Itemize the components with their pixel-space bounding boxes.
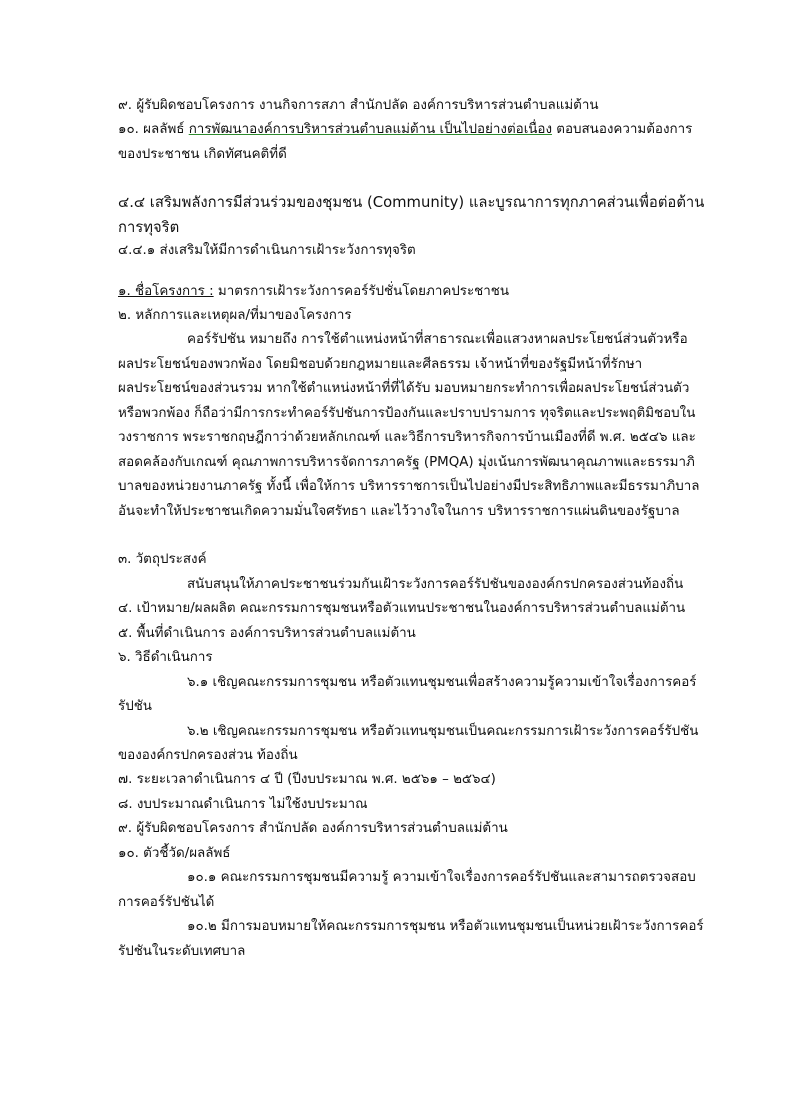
prev-outcome-suffix: ตอบสนองความต้องการ xyxy=(552,122,693,137)
method-label: ๖. วิธีดำเนินการ xyxy=(118,650,213,665)
indicator-10-1: ๑๐.๑ คณะกรรมการชุมชนมีความรู้ ความเข้าใจเรื่องการคอร์รัปชันและสามารถตรวจสอบ xyxy=(187,870,696,885)
heading-4-4-line1: ๔.๔ เสริมพลังการมีส่วนร่วมของชุมชน (Community) และบูรณาการทุกภาคส่วนเพื่อต่อต้าน xyxy=(118,194,705,211)
project-name-label: ๑. ชื่อโครงการ : xyxy=(118,284,214,299)
prev-outcome xyxy=(118,120,692,140)
duration: ๗. ระยะเวลาดำเนินการ ๔ ปี (ปีงบประมาณ พ.ศ. ๒๕๖๑ – ๒๕๖๔) xyxy=(118,772,496,787)
indicator-label: ๑๐. ตัวชี้วัด/ผลลัพธ์ xyxy=(118,846,231,861)
objective-label: ๓. วัตถุประสงค์ xyxy=(118,552,207,567)
method-6-2-cont: ขององค์กรปกครองส่วน ท้องถิ่น xyxy=(118,748,298,763)
project-name-value: มาตรการเฝ้าระวังการคอร์รัปชั่นโดยภาคประชาชน xyxy=(213,284,510,299)
heading-4-4-1: ๔.๔.๑ ส่งเสริมให้มีการดำเนินการเฝ้าระวังการทุจริต xyxy=(118,243,416,258)
indicator-10-2-cont: รัปชันในระดับเทศบาล xyxy=(118,944,246,959)
responsible: ๙. ผู้รับผิดชอบโครงการ สำนักปลัด องค์การบริหารส่วนตำบลแม่ต้าน xyxy=(118,821,508,836)
method-6-1: ๖.๑ เชิญคณะกรรมการชุมชน หรือตัวแทนชุมชนเพื่อสร้างความรู้ความเข้าใจเรื่องการคอร์ xyxy=(187,675,697,690)
indicator-10-1-cont: การคอร์รัปชันได้ xyxy=(118,895,215,910)
rationale-line: วงราชการ พระราชกฤษฎีกาว่าด้วยหลักเกณฑ์ และวิธีการบริหารกิจการบ้านเมืองที่ดี พ.ศ. ๒๕๔๖ และ xyxy=(118,430,696,445)
budget: ๘. งบประมาณดำเนินการ ไม่ใช้งบประมาณ xyxy=(118,797,368,812)
indicator-10-2: ๑๐.๒ มีการมอบหมายให้คณะกรรมการชุมชน หรือตัวแทนชุมชนเป็นหน่วยเฝ้าระวังการคอร์ xyxy=(187,919,704,934)
rationale-label: ๒. หลักการและเหตุผล/ที่มาของโครงการ xyxy=(118,308,352,323)
prev-outcome-cont: ของประชาชน เกิดทัศนคติที่ดี xyxy=(118,147,287,162)
rationale-line: หรือพวกพ้อง ก็ถือว่ามีการกระทำคอร์รัปชันการป้องกันและปราบปรามการ ทุจริตและประพฤติมิชอบใน xyxy=(118,406,696,421)
area: ๕. พื้นที่ดำเนินการ องค์การบริหารส่วนตำบลแม่ต้าน xyxy=(118,626,416,641)
prev-responsible: ๙. ผู้รับผิดชอบโครงการ งานกิจการสภา สำนักปลัด องค์การบริหารส่วนตำบลแม่ต้าน xyxy=(118,98,599,113)
heading-4-4-line2: การทุจริต xyxy=(118,219,180,236)
rationale-line: บาลของหน่วยงานภาครัฐ ทั้งนี้ เพื่อให้การ บริหารราชการเป็นไปอย่างมีประสิทธิภาพและมีธรรมาภิบาล xyxy=(118,479,700,494)
target: ๔. เป้าหมาย/ผลผลิต คณะกรรมการชุมชนหรือตัวแทนประชาชนในองค์การบริหารส่วนตำบลแม่ต้าน xyxy=(118,601,686,616)
objective-text: สนับสนุนให้ภาคประชาชนร่วมกันเฝ้าระวังการคอร์รัปชันขององค์กรปกครองส่วนท้องถิ่น xyxy=(187,577,684,592)
rationale-line: คอร์รัปชัน หมายถึง การใช้ตำแหน่งหน้าที่สาธารณะเพื่อแสวงหาผลประโยชน์ส่วนตัวหรือ xyxy=(187,332,688,347)
prev-outcome-underlined: การพัฒนาองค์การบริหารส่วนตำบลแม่ต้าน เป็นไปอย่างต่อเนื่อง xyxy=(188,122,553,137)
prev-outcome-prefix: ๑๐. ผลลัพธ์ xyxy=(118,122,189,137)
project-name xyxy=(118,282,509,302)
rationale-line: อันจะทำให้ประชาชนเกิดความมั่นใจศรัทธา และไว้วางใจในการ บริหารราชการแผ่นดินของรัฐบาล xyxy=(118,504,680,519)
method-6-1-cont: รัปชัน xyxy=(118,699,152,714)
rationale-line: ผลประโยชน์ของพวกพ้อง โดยมิชอบด้วยกฎหมายและศีลธรรม เจ้าหน้าที่ของรัฐมีหน้าที่รักษา xyxy=(118,357,643,372)
rationale-line: ผลประโยชน์ของส่วนรวม หากใช้ตำแหน่งหน้าที่ที่ได้รับ มอบหมายกระทำการเพื่อผลประโยชน์ส่วนตัว xyxy=(118,381,690,396)
rationale-line: สอดคล้องกับเกณฑ์ คุณภาพการบริหารจัดการภาครัฐ (PMQA) มุ่งเน้นการพัฒนาคุณภาพและธรรมาภิ xyxy=(118,455,695,470)
method-6-2: ๖.๒ เชิญคณะกรรมการชุมชน หรือตัวแทนชุมชนเป็นคณะกรรมการเฝ้าระวังการคอร์รัปชัน xyxy=(187,724,699,739)
